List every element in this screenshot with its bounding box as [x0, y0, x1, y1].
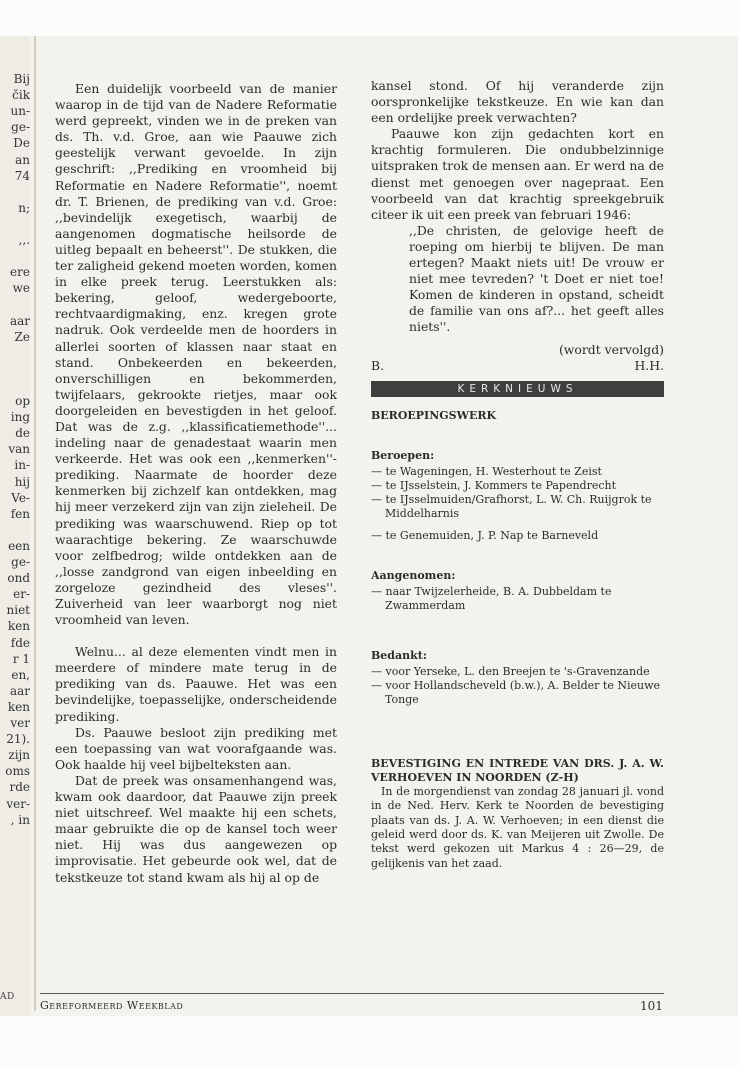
article-title: BEVESTIGING EN INTREDE VAN DRS. J. A. W. VERHOEVEN IN NOORDEN (Z-H) [371, 756, 664, 784]
section-banner: KERKNIEUWS [371, 381, 664, 397]
list-item: — te Genemuiden, J. P. Nap te Barneveld [371, 528, 599, 542]
list-item: — voor Hollandscheveld (b.w.), A. Belder te Nieuwe Tonge [371, 678, 660, 706]
section-title: BEROEPINGSWERK [371, 408, 497, 422]
previous-page-footer-fragment: AD [0, 992, 15, 1002]
previous-page-text-fragment: ond [7, 571, 30, 586]
block-quote: ,,De christen, de gelovige heeft de roeping om hierbij te blijven. De man ertegen? Maakt niets uit! De vrouw er niet mee tevreden? 't Doet er niet toe! Komen de kinderen in opstand, scheidt de familie van ons af?... het geeft alles niets''. [409, 222, 664, 335]
footer-title: Gereformeerd Weekblad [40, 999, 184, 1012]
previous-page-text-fragment: ge- [11, 120, 30, 135]
group-heading: Aangenomen: [371, 568, 456, 582]
article-paragraph: kansel stond. Of hij veranderde zijn oorspronkelijke tekstkeuze. En wie kan dan een ordelijke preek verwachten? [371, 78, 664, 126]
previous-page-text-fragment: ver- [6, 796, 30, 811]
article-intro [371, 785, 664, 871]
previous-page-text-fragment: er- [13, 587, 30, 602]
continued-note: (wordt vervolgd) [558, 341, 664, 357]
aangenomen-group [371, 569, 664, 613]
previous-page-text-fragment: ing [10, 410, 30, 425]
previous-page-text-fragment: hij [14, 474, 30, 489]
previous-page-strip [0, 36, 30, 1016]
article-paragraph: Dat de preek was onsamenhangend was, kwam ook daardoor, dat Paauwe zijn preek niet uitschreef. Wel maakte hij een schets, maar gebruikte die op de kansel toch weer niet. Hij was dus aangewezen op improvisatie. Het gebeurde ook wel, dat de tekstkeuze tot stand kwam als hij al op de [55, 772, 337, 885]
group-heading: Beroepen: [371, 448, 435, 462]
right-column [371, 78, 664, 871]
previous-page-text-fragment: we [12, 281, 30, 296]
previous-page-text-fragment: rde [9, 780, 30, 795]
previous-page-text-fragment: fen [10, 506, 30, 521]
previous-page-text-fragment: Ve- [11, 490, 30, 505]
previous-page-text-fragment: n; [18, 200, 30, 215]
previous-page-text-fragment: ver [10, 716, 30, 730]
list-item: — te IJsselstein, J. Kommers te Papendrecht [371, 478, 617, 492]
previous-page-text-fragment: 21). [6, 732, 30, 747]
previous-page-text-fragment: , in [10, 812, 30, 827]
previous-page-text-fragment: čik [12, 88, 30, 103]
footer-rule [40, 993, 664, 994]
previous-page-text-fragment: De [13, 136, 30, 151]
byline-left: B. [371, 357, 385, 373]
article-intro-text: In de morgendienst van zondag 28 januari jl. vond in de Ned. Herv. Kerk te Noorden de bevestiging plaats van ds. J. A. W. Verhoeven; in een dienst die geleid werd door ds. K. van Meijeren uit Zwolle. De tekst werd gekozen uit Markus 4 : 26—29, de gelijkenis van het zaad. [371, 784, 664, 870]
previous-page-text-fragment: zijn [8, 748, 30, 763]
article-paragraph: Ds. Paauwe besloot zijn prediking met een toepassing van wat voorafgaande was. Ook haalde hij veel bijbelteksten aan. [55, 724, 337, 772]
article-paragraph: Welnu... al deze elementen vindt men in meerdere of mindere mate terug in de prediking van ds. Paauwe. Het was een bevindelijke, toepasselijke, onderscheidende prediking. [55, 644, 337, 724]
previous-page-text-fragment: ken [7, 699, 30, 714]
list-item: — te Wageningen, H. Westerhout te Zeist [371, 464, 602, 478]
previous-page-text-fragment: in- [14, 458, 30, 473]
previous-page-text-fragment: ken [7, 619, 30, 634]
article-paragraph: Een duidelijk voorbeeld van de manier waarop in de tijd van de Nadere Reformatie werd gepreekt, vinden we in de preken van ds. Th. v.d. Groe, aan wie Paauwe zich geestelijk verwant gevoelde. In zijn geschrift: ,,Prediking en vroomheid bij Reformatie en Nadere Reformatie'', noemt dr. T. Brienen, de prediking van v.d. Groe: ,,bevindelijk exegetisch, waarbij de aangenomen dogmatische heilsorde de uitleg bepaalt en beheerst''. De stukken, die ter zaligheid gekend moeten worden, komen in elke preek terug. Leerstukken als: bekering, geloof, wedergeboorte, rechtvaardigmaking, enz. kregen grote nadruk. Ook verdeelde men de hoorders in allerlei soorten of klassen naar staat en stand. Onbekeerden en bekeerden, onverschilligen en bekommerden, twijfelaars, gekrookte rietjes, maar ook doorgeleiden en bevestigden in het geloof. Dat was de z.g. ,,klassificatiemethode''... indeling naar de genadestaat waarin men verkeerde. Het was ook een ,,kenmerken''-prediking. Naarmate de hoorder deze kenmerken bij zichzelf kan ontdekken, mag hij meer verzekerd zijn van zijn zieleheil. De prediking was waarschuwend. Riep op tot waarachtige bekering. Ze waarschuwde voor zelfbedrog; wilde ontdekken aan de ,,losse zandgrond van eigen inbeelding en zorgeloze gezindheid des vleses''. Zuiverheid van leer waarborgt nog niet vroomheid van leven. [55, 81, 337, 628]
page-spine-shadow [34, 36, 36, 1011]
article-paragraph: Paauwe kon zijn gedachten kort en krachtig formuleren. Die ondubbelzinnige uitspraken trok de mensen aan. Er werd na de dienst met genoegen over nagepraat. Een voorbeeld van dat krachtig spreekgebruik citeer ik uit een preek van februari 1946: [371, 126, 664, 222]
previous-page-text-fragment: van [8, 442, 30, 457]
page-number: 101 [640, 999, 663, 1013]
previous-page-text-fragment: en, [11, 667, 30, 682]
byline-right: H.H. [634, 357, 664, 373]
previous-page-text-fragment: aar [9, 683, 30, 698]
previous-page-text-fragment: r 1 [12, 651, 30, 666]
previous-page-text-fragment: een [8, 538, 30, 553]
byline [371, 358, 664, 374]
previous-page-text-fragment: op [15, 394, 30, 408]
previous-page-text-fragment: fde [10, 635, 30, 650]
previous-page-text-fragment: ,,. [18, 233, 30, 247]
list-item: — voor Yerseke, L. den Breejen te 's-Gravenzande [371, 664, 650, 678]
previous-page-text-fragment: de [15, 426, 30, 441]
previous-page-text-fragment: ge- [11, 555, 30, 569]
bedankt-group [371, 649, 664, 707]
previous-page-text-fragment: Bij [13, 72, 30, 86]
previous-page-text-fragment: aar [9, 313, 30, 328]
previous-page-text-fragment: Ze [14, 329, 30, 344]
previous-page-text-fragment: oms [5, 764, 30, 779]
previous-page-text-fragment: an [15, 152, 30, 167]
previous-page-text-fragment: 74 [14, 168, 30, 183]
previous-page-text-fragment: niet [6, 603, 30, 618]
group-heading: Bedankt: [371, 648, 427, 662]
left-column [55, 81, 337, 886]
list-item: — te IJsselmuiden/Grafhorst, L. W. Ch. Ruijgrok te Middelharnis [371, 492, 652, 520]
previous-page-text-fragment: un- [10, 104, 30, 119]
beroepen-group [371, 449, 664, 543]
list-item: — naar Twijzelerheide, B. A. Dubbeldam te Zwammerdam [371, 584, 612, 612]
previous-page-text-fragment: ere [10, 265, 30, 280]
